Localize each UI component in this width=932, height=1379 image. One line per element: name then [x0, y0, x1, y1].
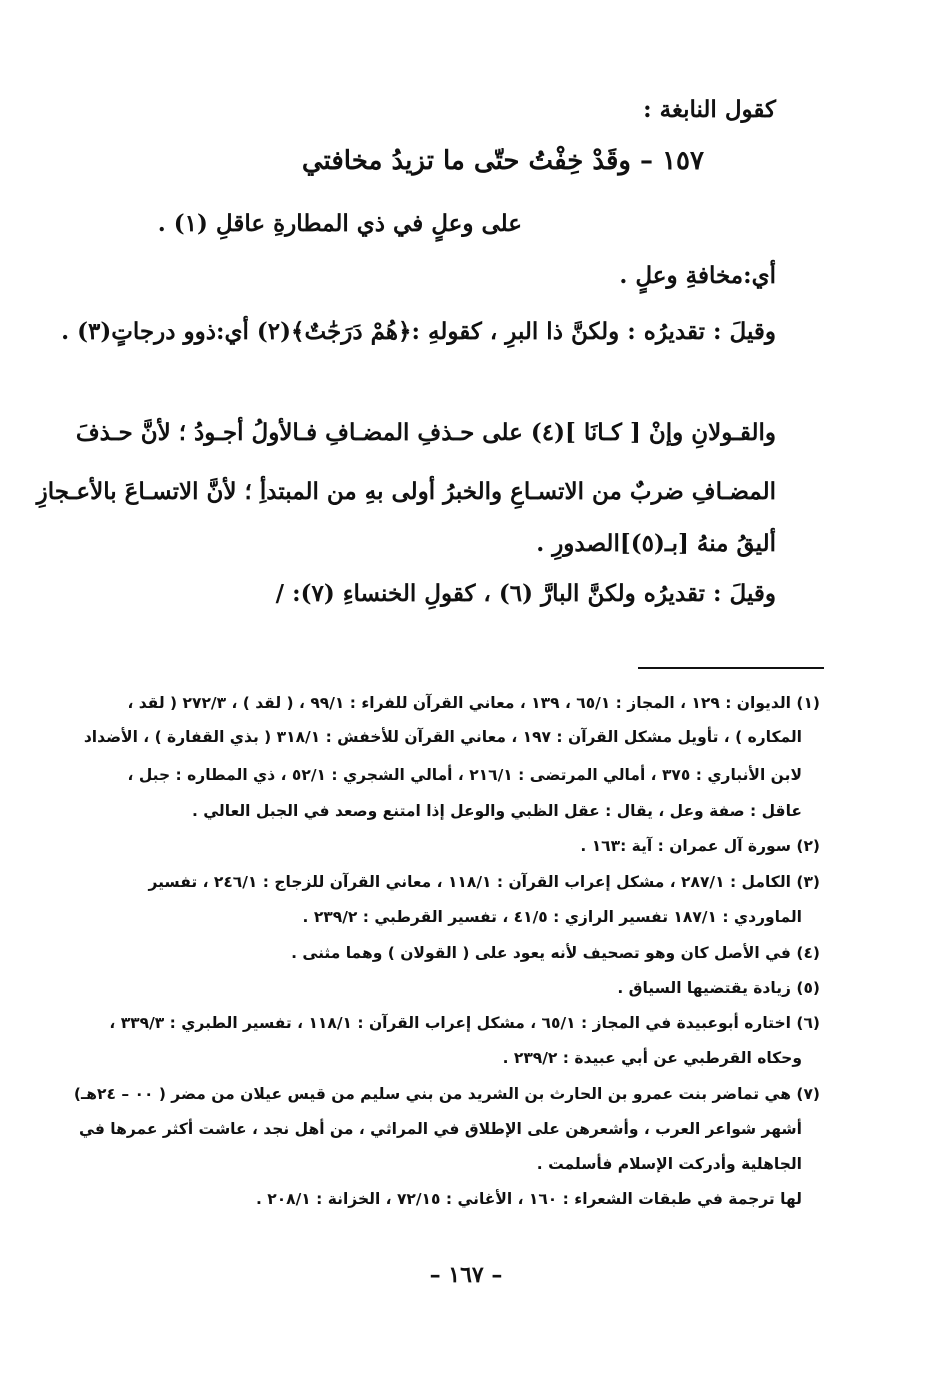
footnote-1-line-1: (١) الديوان : ١٢٩ ، المجاز : ٦٥/١ ، ١٣٩ ، معاني القرآن للفراء : ٩٩/١ ، ( لقد ) ، ٢٧٢/٣ ( لقد ،: [127, 694, 820, 712]
explanation-line: أي:مخافةِ وعلٍ .: [619, 262, 776, 289]
footnote-3-line-2: الماوردي : ١٨٧/١ تفسير الرازي : ٤١/٥ ، تفسير القرطبي : ٢٣٩/٢ .: [302, 908, 802, 926]
footnote-1-line-3: لابن الأنباري : ٣٧٥ ، أمالي المرتضى : ٢١٦/١ ، أمالي الشجري : ٥٢/١ ، ذي المطاره : جبل ،: [127, 766, 802, 784]
footnote-6-line-2: وحكاه القرطبي عن أبي عبيدة : ٢٣٩/٢ .: [502, 1049, 802, 1067]
paragraph-line-2: المضـافِ ضربٌ من الاتسـاعِ والخبرُ أولى بهِ من المبتدأِ ؛ لأنَّ الاتسـاعَ بالأعـجازِ: [36, 478, 776, 505]
page-number: – ١٦٧ –: [429, 1262, 503, 1288]
footnote-7-line-3: الجاهلية وأدركت الإسلام فأسلمت .: [536, 1155, 802, 1173]
intro-line: كقول النابغة :: [643, 96, 776, 123]
footnote-7-line-2: أشهر شواعر العرب ، وأشعرهن على الإطلاق في المراثي ، من أهل نجد ، عاشت أكثر عمرها في: [79, 1120, 802, 1138]
paragraph-line-1: والقـولانِ وإنْ [ كـانَا ](٤) على حـذفِ المضـافِ فـالأولُ أجـودُ ؛ لأنَّ حـذفَ: [75, 419, 776, 446]
footnote-1-line-2: المكاره ) ، تأويل مشكل القرآن : ١٩٧ ، معاني القرآن للأخفش : ٣١٨/١ ( بذي القفارة ) ، الأضداد: [83, 728, 802, 746]
footnote-separator: [638, 667, 824, 669]
footnote-7-line-4: لها ترجمة في طبقات الشعراء : ١٦٠ ، الأغاني : ٧٢/١٥ ، الخزانة : ٢٠٨/١ .: [255, 1190, 802, 1208]
footnote-6-line-1: (٦) اختاره أبوعبيدة في المجاز : ٦٥/١ ، مشكل إعراب القرآن : ١١٨/١ ، تفسير الطبري : ٣٣٩/٣ ،: [109, 1014, 820, 1032]
paragraph-line-3: أليقُ منهُ [بـ(٥)]الصدورِ .: [536, 530, 776, 557]
footnote-4: (٤) في الأصل كان وهو تصحيف لأنه يعود على ( القولان ) وهما مثنى .: [291, 944, 820, 962]
footnote-1-line-4: عاقل : صفة وعل ، يقال : عقل الظبي والوعل إذا امتنع وصعد في الجبل العالي .: [191, 802, 802, 820]
opinion-line-1: وقيلَ : تقديرُه : ولكنَّ ذا البرِ ، كقولهِ :﴿هُمْ دَرَجَٰتٌ﴾(٢) أي:ذوو درجاتٍ(٣) .: [61, 318, 776, 345]
verse-second-hemistich: على وعلٍ في ذي المطارةِ عاقلِ (١) .: [157, 210, 522, 237]
verse-first-hemistich: ١٥٧ – وقَدْ خِفْتُ حتّى ما تزيدُ مخافتي: [301, 146, 704, 176]
footnote-3-line-1: (٣) الكامل : ٢٨٧/١ ، مشكل إعراب القرآن : ١١٨/١ ، معاني القرآن للزجاج : ٢٤٦/١ ، تفسير: [148, 873, 820, 891]
footnote-5: (٥) زيادة يقتضيها السياق .: [617, 979, 820, 997]
footnote-2: (٢) سورة آل عمران : آية :١٦٣ .: [580, 837, 820, 855]
footnote-7-line-1: (٧) هي تماضر بنت عمرو بن الحارث بن الشريد من بني سليم من قيس عيلان من مضر ( ٠٠ – ٢٤هـ): [73, 1085, 820, 1103]
opinion-line-2: وقيلَ : تقديرُه ولكنَّ البارَّ (٦) ، كقولِ الخنساءِ (٧): /: [275, 580, 776, 607]
